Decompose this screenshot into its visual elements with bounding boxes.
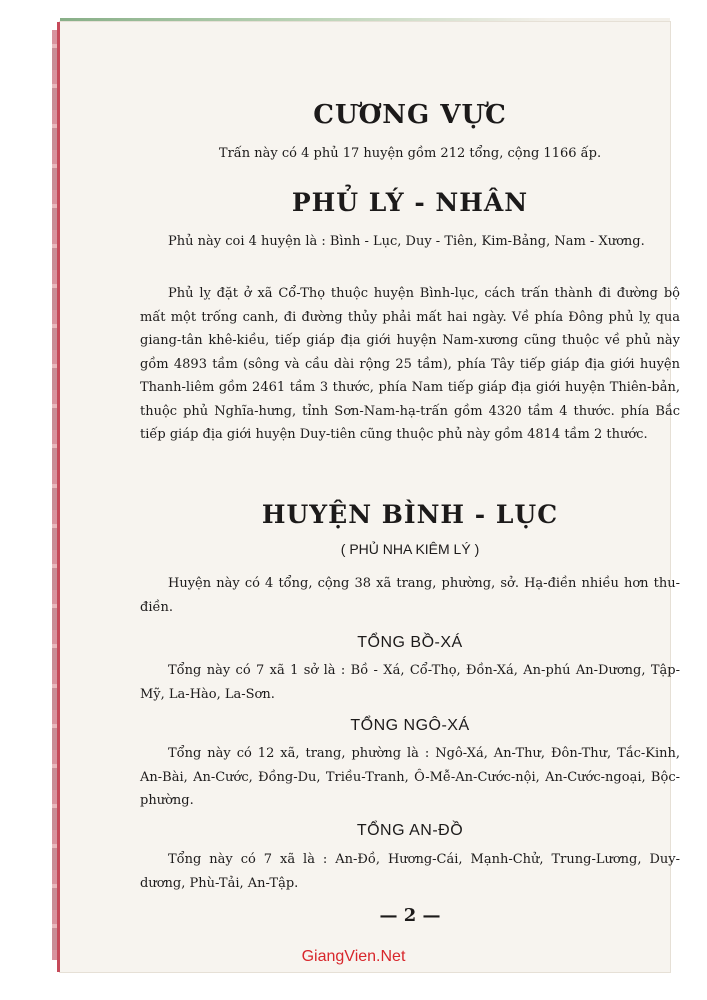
tong-heading: TỔNG AN-ĐỒ — [356, 822, 464, 839]
tong-text: Tổng này có 7 xã là : An-Đồ, Hương-Cái, Mạnh-Chử, Trung-Lương, Duy-dương, Phù-Tải, An-Tập. — [140, 852, 680, 891]
huyen-title: HUYỆN BÌNH - LỤC — [261, 500, 559, 529]
tong-heading: TỔNG NGÔ-XÁ — [350, 717, 470, 734]
section-summary: Trấn này có 4 phủ 17 huyện gồm 212 tổng, cộng 1166 ấp. — [218, 146, 602, 161]
phu-paragraph-2: Phủ lỵ đặt ở xã Cổ-Thọ thuộc huyện Bình-lục, cách trấn thành đi đường bộ mất một trống canh, đi đường thủy phải mất hai ngày. Về phía Đông phủ lỵ qua giang-tân khê-kiều, tiếp giáp địa giới huyện Nam-xương cũng thuộc về phủ này gồm 4893 tầm (sông và cầu dài rộng 25 tầm), phía Tây tiếp giáp địa giới huyện Thanh-liêm gồm 2461 tầm 3 thước, phía Nam tiếp giáp địa giới huyện Thiên-bản, thuộc phủ Nghĩa-hưng, tỉnh Sơn-Nam-hạ-trấn gồm 4320 tầm 4 thước. phía Bắc tiếp giáp địa giới huyện Duy-tiên cũng thuộc phủ này gồm 4814 tầm 2 thước. — [140, 286, 680, 442]
section-title: CƯƠNG VỰC — [313, 100, 507, 130]
phu-title: PHỦ LÝ - NHÂN — [291, 188, 529, 217]
tong-text: Tổng này có 7 xã 1 sở là : Bồ - Xá, Cổ-Thọ, Đồn-Xá, An-phú An-Dương, Tập-Mỹ, La-Hào, La-Sơn. — [140, 663, 680, 702]
huyen-subtitle: ( PHỦ NHA KIÊM LÝ ) — [340, 541, 480, 557]
tong-text: Tổng này có 12 xã, trang, phường là : Ngô-Xá, An-Thư, Đôn-Thư, Tắc-Kinh, An-Bài, An-Cước, Đồng-Du, Triều-Tranh, Ô-Mễ-An-Cước-nội, An-Cước-ngoại, Bộc-phường. — [140, 746, 680, 808]
phu-paragraph-1: Phủ này coi 4 huyện là : Bình - Lục, Duy - Tiên, Kim-Bảng, Nam - Xương. — [168, 234, 645, 249]
book-page — [60, 22, 680, 972]
huyen-intro: Huyện này có 4 tổng, cộng 38 xã trang, phường, sở. Hạ-điền nhiều hơn thu-điền. — [140, 576, 680, 615]
watermark-text: GiangVien.Net — [301, 948, 406, 965]
tong-heading: TỔNG BỒ-XÁ — [357, 634, 463, 651]
page-number: — 2 — — [379, 905, 441, 926]
